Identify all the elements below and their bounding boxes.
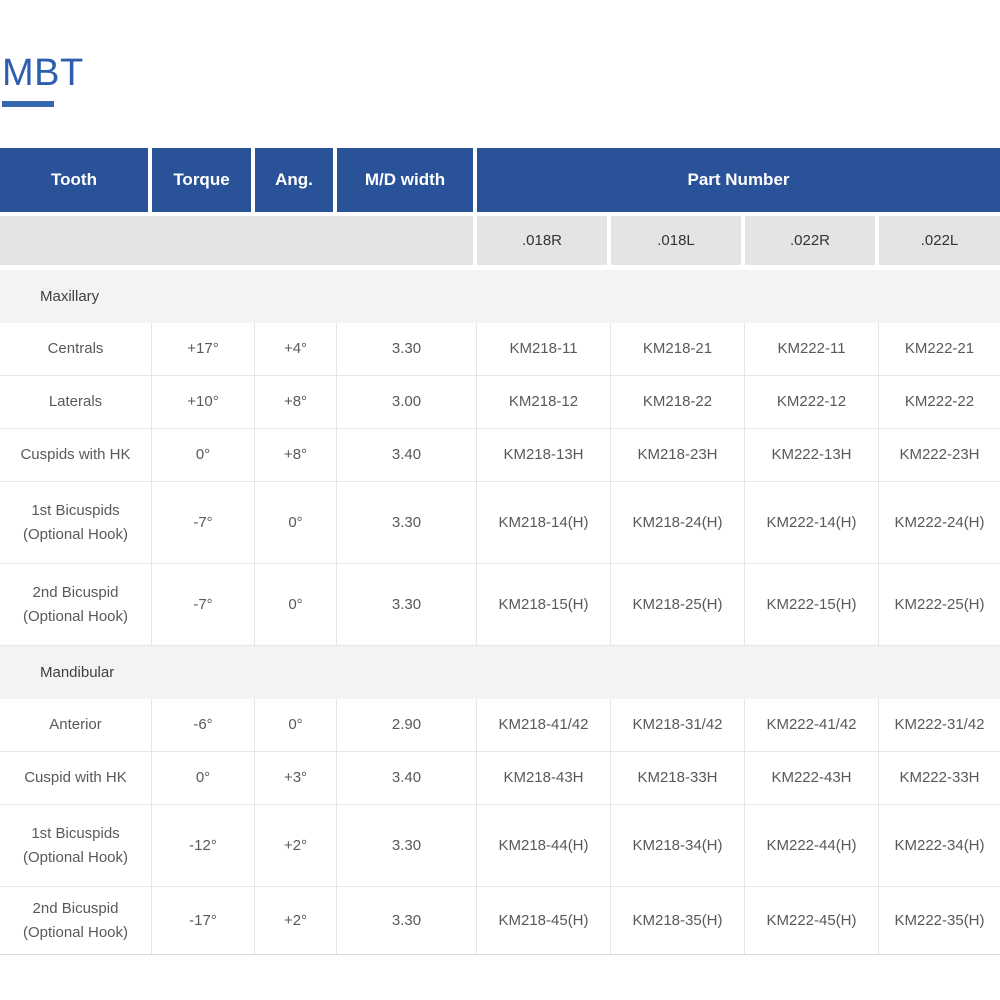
part-number-cell: KM218-41/42 — [477, 699, 611, 751]
part-number-cell: KM222-11 — [745, 323, 879, 375]
part-number-cell: KM218-13H — [477, 429, 611, 481]
tooth-cell — [0, 429, 152, 481]
table-body — [0, 270, 1000, 955]
part-number-cell: KM222-13H — [745, 429, 879, 481]
part-number-cell: KM222-31/42 — [894, 716, 985, 733]
part-number-cell: KM218-35(H) — [611, 887, 745, 954]
part-number-cell: KM218-15(H) — [477, 564, 611, 645]
ang-cell: +2° — [255, 805, 337, 886]
part-number-cell: KM218-24(H) — [611, 482, 745, 563]
table-row-1st-bicuspids-mand — [0, 805, 1000, 887]
title-underline — [2, 101, 54, 107]
subheader-022r: .022R — [745, 216, 875, 265]
torque-cell: -6° — [152, 699, 255, 751]
part-number-cell: KM218-33H — [611, 752, 745, 804]
table-row-2nd-bicuspid — [0, 564, 1000, 646]
torque-cell: -7° — [152, 564, 255, 645]
md-width-cell: 3.30 — [337, 482, 477, 563]
column-header-torque: Torque — [152, 148, 251, 212]
torque-cell: -7° — [152, 482, 255, 563]
part-number-cell: KM222-12 — [745, 376, 879, 428]
part-number-cell: KM218-43H — [477, 752, 611, 804]
table-row-centrals — [0, 323, 1000, 376]
tooth-name: Cuspids with HK — [20, 446, 131, 463]
tooth-name: Cuspid with HK — [24, 769, 127, 786]
part-number-cell: KM218-31/42 — [611, 699, 745, 751]
part-number-cell: KM222-15(H) — [745, 564, 879, 645]
part-number-cell: KM222-35(H) — [894, 911, 985, 929]
column-header-md-width: M/D width — [337, 148, 473, 212]
section-header-mandibular: Mandibular — [0, 646, 1000, 699]
ang-cell: 0° — [255, 564, 337, 645]
table-row-cuspids-hk — [0, 429, 1000, 482]
table-subheader-row — [0, 216, 1000, 265]
part-number-cell: KM222-33H — [899, 769, 980, 786]
tooth-name-line2: (Optional Hook) — [22, 525, 129, 543]
subheader-blank-cell — [0, 216, 473, 265]
part-number-cell: KM222-23H — [899, 446, 980, 463]
md-width-cell: 3.30 — [337, 564, 477, 645]
tooth-cell — [0, 323, 152, 375]
section-header-maxillary: Maxillary — [0, 270, 1000, 323]
column-header-ang: Ang. — [255, 148, 333, 212]
table-row-2nd-bicuspid-mand — [0, 887, 1000, 955]
table-row-cuspid-hk — [0, 752, 1000, 805]
tooth-name: Anterior — [49, 716, 102, 733]
tooth-cell — [0, 482, 152, 563]
column-header-tooth: Tooth — [0, 148, 148, 212]
table-header-row — [0, 148, 1000, 212]
part-number-cell: KM218-11 — [477, 323, 611, 375]
tooth-cell — [0, 887, 152, 954]
torque-cell: +10° — [152, 376, 255, 428]
ang-cell: +2° — [255, 887, 337, 954]
subheader-018r: .018R — [477, 216, 607, 265]
part-number-cell: KM222-41/42 — [745, 699, 879, 751]
torque-cell: 0° — [152, 429, 255, 481]
md-width-cell: 2.90 — [337, 699, 477, 751]
part-number-cell: KM218-22 — [611, 376, 745, 428]
part-number-cell: KM222-45(H) — [745, 887, 879, 954]
md-width-cell: 3.30 — [337, 323, 477, 375]
part-number-cell: KM222-34(H) — [894, 836, 985, 854]
torque-cell: 0° — [152, 752, 255, 804]
part-number-cell: KM222-25(H) — [894, 595, 985, 613]
ang-cell: +8° — [255, 376, 337, 428]
torque-cell: +17° — [152, 323, 255, 375]
table-row-laterals — [0, 376, 1000, 429]
table-row-1st-bicuspids — [0, 482, 1000, 564]
md-width-cell: 3.40 — [337, 429, 477, 481]
column-header-part-number: Part Number — [477, 148, 1000, 212]
torque-cell: -17° — [152, 887, 255, 954]
table-row-anterior — [0, 699, 1000, 752]
tooth-name-line2: (Optional Hook) — [22, 607, 129, 625]
part-number-cell: KM222-43H — [745, 752, 879, 804]
md-width-cell: 3.40 — [337, 752, 477, 804]
part-number-cell: KM218-25(H) — [611, 564, 745, 645]
part-number-cell: KM218-34(H) — [611, 805, 745, 886]
tooth-name-line2: (Optional Hook) — [22, 923, 129, 941]
part-number-cell: KM218-45(H) — [477, 887, 611, 954]
tooth-cell — [0, 376, 152, 428]
ang-cell: +8° — [255, 429, 337, 481]
ang-cell: 0° — [255, 699, 337, 751]
part-number-cell: KM222-21 — [904, 340, 975, 357]
part-number-cell: KM218-12 — [477, 376, 611, 428]
part-number-cell: KM222-24(H) — [894, 513, 985, 531]
tooth-cell — [0, 699, 152, 751]
ang-cell: +4° — [255, 323, 337, 375]
tooth-name: 2nd Bicuspid — [32, 899, 119, 917]
md-width-cell: 3.30 — [337, 805, 477, 886]
tooth-name: 1st Bicuspids — [31, 501, 120, 519]
tooth-name: Laterals — [48, 393, 103, 410]
part-number-cell: KM218-21 — [611, 323, 745, 375]
part-number-cell: KM222-44(H) — [745, 805, 879, 886]
torque-cell: -12° — [152, 805, 255, 886]
part-number-cell: KM218-44(H) — [477, 805, 611, 886]
mbt-spec-table — [0, 148, 1000, 955]
tooth-cell — [0, 805, 152, 886]
tooth-name: Centrals — [47, 340, 104, 357]
subheader-018l: .018L — [611, 216, 741, 265]
tooth-cell — [0, 752, 152, 804]
md-width-cell: 3.00 — [337, 376, 477, 428]
tooth-name: 1st Bicuspids — [31, 824, 120, 842]
part-number-cell: KM222-14(H) — [745, 482, 879, 563]
tooth-name: 2nd Bicuspid — [32, 583, 119, 601]
tooth-name-line2: (Optional Hook) — [22, 848, 129, 866]
md-width-cell: 3.30 — [337, 887, 477, 954]
tooth-cell — [0, 564, 152, 645]
part-number-cell: KM222-22 — [904, 393, 975, 410]
part-number-cell: KM218-14(H) — [477, 482, 611, 563]
ang-cell: 0° — [255, 482, 337, 563]
subheader-022l: .022L — [879, 216, 1000, 265]
ang-cell: +3° — [255, 752, 337, 804]
part-number-cell: KM218-23H — [611, 429, 745, 481]
page-title: MBT — [2, 52, 84, 94]
